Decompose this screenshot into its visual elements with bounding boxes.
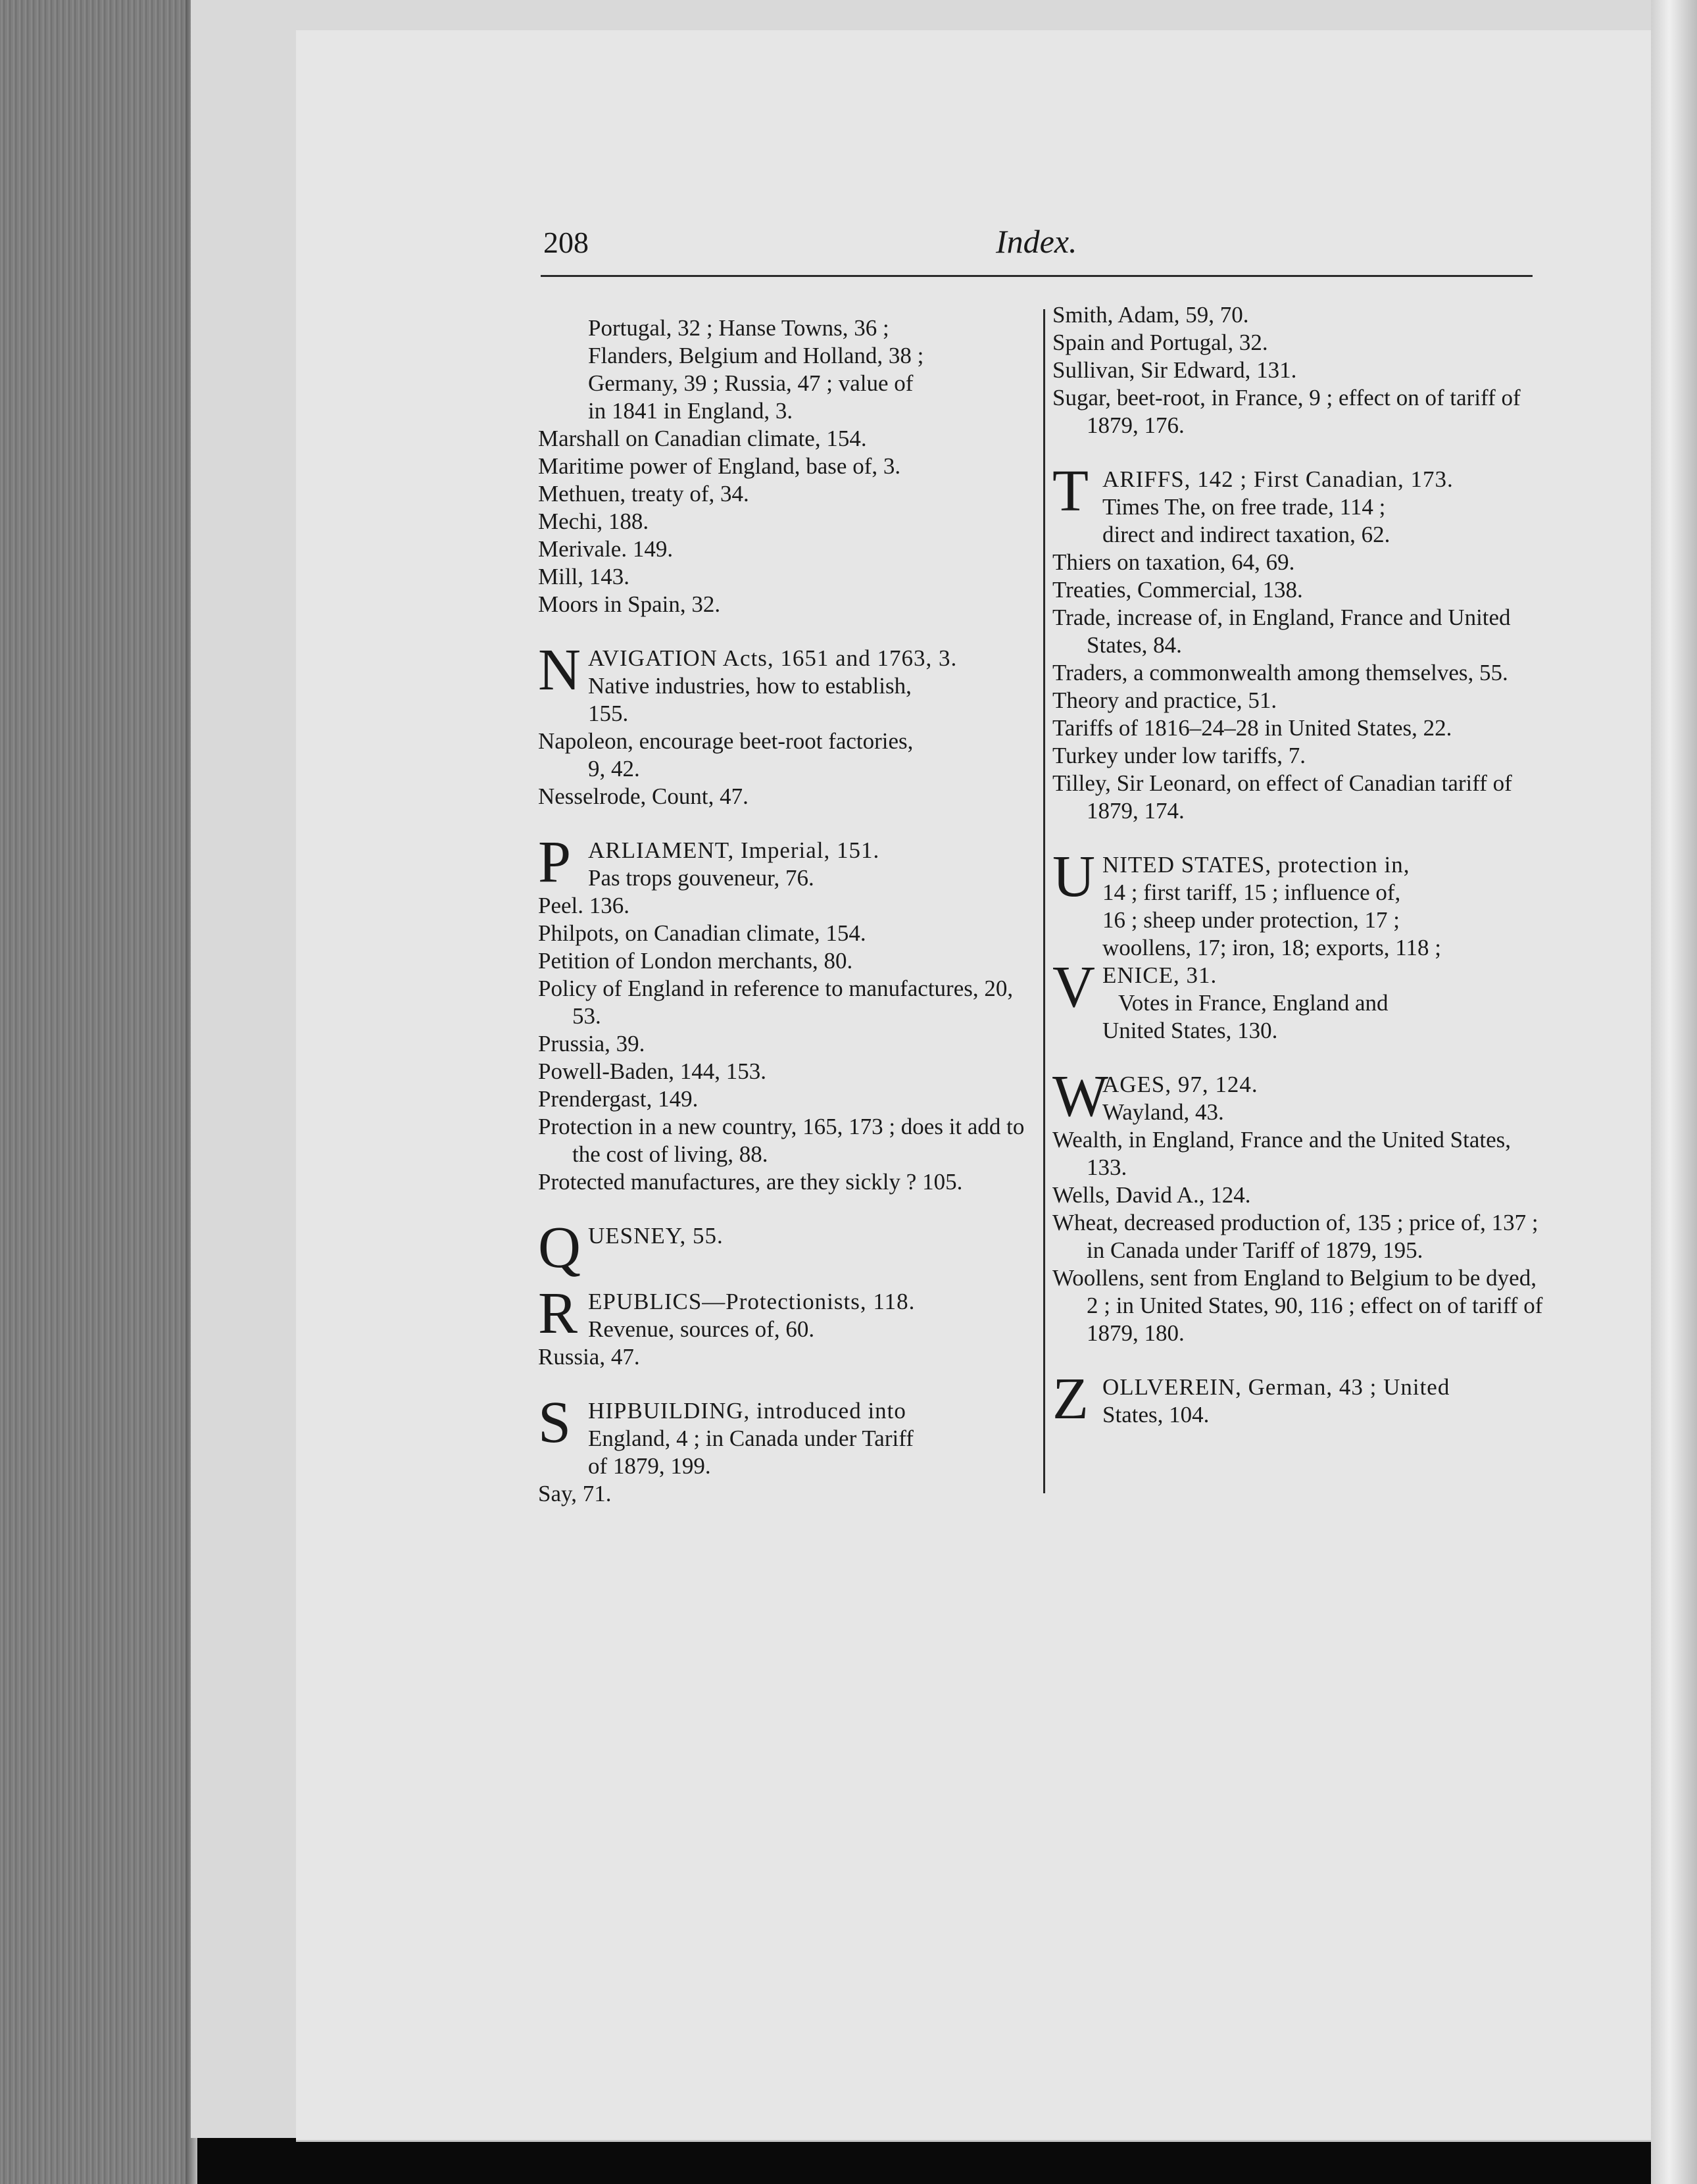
section-p <box>538 830 1028 895</box>
index-entry: Marshall on Canadian climate, 154. <box>538 426 867 451</box>
drop-cap: Z <box>1052 1366 1089 1431</box>
index-entry: Prendergast, 149. <box>538 1086 699 1112</box>
index-entry: Smith, Adam, 59, 70. <box>1052 302 1249 328</box>
index-entry: ARIFFS, 142 ; First Canadian, 173. <box>1102 466 1454 492</box>
page-number: 208 <box>543 226 589 259</box>
index-entry: Protected manufactures, are they sickly ? 105. <box>538 1169 963 1195</box>
index-entry: Petition of London merchants, 80. <box>538 948 853 974</box>
index-entry: Sullivan, Sir Edward, 131. <box>1052 357 1297 383</box>
index-entry: Maritime power of England, base of, 3. <box>538 453 901 479</box>
index-entry: Protection in a new country, 165, 173 ; does it add to the cost of living, 88. <box>538 1114 1025 1167</box>
index-entry: Mill, 143. <box>538 564 630 589</box>
index-entry: Treaties, Commercial, 138. <box>1052 577 1303 603</box>
index-entry: Times The, on free trade, 114 ; <box>1102 494 1386 520</box>
index-entry: AVIGATION Acts, 1651 and 1763, 3. <box>588 645 958 671</box>
index-entry: 16 ; sheep under protection, 17 ; <box>1102 907 1400 933</box>
left-column <box>538 314 1028 1508</box>
index-entry: Moors in Spain, 32. <box>538 591 721 617</box>
index-entry: Philpots, on Canadian climate, 154. <box>538 920 866 946</box>
index-entry: Revenue, sources of, 60. <box>588 1316 815 1342</box>
section-s <box>538 1390 1028 1480</box>
drop-cap: S <box>538 1390 572 1455</box>
index-entry: AGES, 97, 124. <box>1102 1072 1258 1097</box>
index-entry: ARLIAMENT, Imperial, 151. <box>588 837 880 863</box>
index-entry: 9, 42. <box>588 756 640 782</box>
index-entry: Wheat, decreased production of, 135 ; price of, 137 ; in Canada under Tariff of 1879, 195. <box>1052 1210 1538 1263</box>
section-v <box>1052 955 1546 1045</box>
index-entry: Say, 71. <box>538 1481 612 1506</box>
drop-cap: Q <box>538 1215 581 1280</box>
drop-cap: U <box>1052 844 1095 909</box>
drop-cap: W <box>1052 1064 1108 1129</box>
index-entry: Prussia, 39. <box>538 1031 645 1056</box>
right-column <box>1052 301 1546 1429</box>
index-entry: EPUBLICS—Protectionists, 118. <box>588 1289 916 1314</box>
index-entry: Flanders, Belgium and Holland, 38 ; <box>588 343 924 368</box>
index-entry: United States, 130. <box>1102 1018 1278 1043</box>
drop-cap: P <box>538 830 572 895</box>
section-z <box>1052 1366 1546 1431</box>
index-entry: HIPBUILDING, introduced into <box>588 1398 906 1424</box>
section-r <box>538 1281 1028 1346</box>
index-entry: Policy of England in reference to manufactures, 20, 53. <box>538 976 1014 1029</box>
index-entry: Thiers on taxation, 64, 69. <box>1052 549 1295 575</box>
index-entry: Turkey under low tariffs, 7. <box>1052 743 1306 768</box>
index-entry: Nesselrode, Count, 47. <box>538 783 749 809</box>
index-entry: Votes in France, England and <box>1118 990 1389 1016</box>
section-q <box>538 1215 1028 1280</box>
drop-cap: T <box>1052 459 1089 524</box>
section-t <box>1052 459 1546 549</box>
header-rule <box>541 275 1533 277</box>
index-entry: Wells, David A., 124. <box>1052 1182 1251 1208</box>
index-entry: Russia, 47. <box>538 1344 640 1370</box>
drop-cap: N <box>538 637 581 703</box>
index-entry: Methuen, treaty of, 34. <box>538 481 749 507</box>
index-entry: Germany, 39 ; Russia, 47 ; value of <box>588 370 914 396</box>
index-entry: Wayland, 43. <box>1102 1099 1224 1125</box>
drop-cap: V <box>1052 955 1095 1020</box>
index-entry: Wealth, in England, France and the United States, 133. <box>1052 1127 1511 1180</box>
section-u <box>1052 844 1546 962</box>
index-entry: Peel. 136. <box>538 893 630 918</box>
index-entry: direct and indirect taxation, 62. <box>1102 522 1390 547</box>
index-entry: UESNEY, 55. <box>588 1223 724 1249</box>
index-entry: Mechi, 188. <box>538 509 649 534</box>
index-entry: 14 ; first tariff, 15 ; influence of, <box>1102 880 1401 905</box>
index-entry: Powell-Baden, 144, 153. <box>538 1058 767 1084</box>
index-entry: Woollens, sent from England to Belgium to be dyed, 2 ; in United States, 90, 116 ; effect on of tariff of 1879, 180. <box>1052 1265 1543 1346</box>
section-w <box>1052 1064 1546 1129</box>
index-entry: Traders, a commonwealth among themselves, 55. <box>1052 660 1508 685</box>
index-entry: woollens, 17; iron, 18; exports, 118 ; <box>1102 935 1441 960</box>
index-entry: Napoleon, encourage beet-root factories, <box>538 728 914 754</box>
index-entry: Tariffs of 1816–24–28 in United States, 22. <box>1052 715 1452 741</box>
index-entry: of 1879, 199. <box>588 1453 711 1479</box>
index-entry: Pas trops gouveneur, 76. <box>588 865 814 891</box>
index-entry: 155. <box>588 701 629 726</box>
index-entry: Spain and Portugal, 32. <box>1052 330 1268 355</box>
index-entry: States, 104. <box>1102 1402 1210 1427</box>
running-head: Index. <box>996 223 1077 260</box>
index-entry: Tilley, Sir Leonard, on effect of Canadian tariff of 1879, 174. <box>1052 770 1512 824</box>
index-entry: Portugal, 32 ; Hanse Towns, 36 ; <box>588 315 889 341</box>
drop-cap: R <box>538 1281 578 1346</box>
index-entry: Trade, increase of, in England, France and United States, 84. <box>1052 605 1511 658</box>
book-spine <box>0 0 197 2184</box>
index-entry: OLLVEREIN, German, 43 ; United <box>1102 1374 1450 1400</box>
section-n <box>538 637 1028 728</box>
column-divider <box>1043 309 1045 1493</box>
index-entry: NITED STATES, protection in, <box>1102 852 1410 878</box>
index-entry: Sugar, beet-root, in France, 9 ; effect on of tariff of 1879, 176. <box>1052 385 1521 438</box>
index-entry: Merivale. 149. <box>538 536 674 562</box>
page-right-edge <box>1651 0 1697 2184</box>
page-header <box>543 225 1530 278</box>
index-entry: England, 4 ; in Canada under Tariff <box>588 1426 914 1451</box>
index-entry: Theory and practice, 51. <box>1052 687 1277 713</box>
index-entry: Native industries, how to establish, <box>588 673 912 699</box>
index-entry: ENICE, 31. <box>1102 962 1217 988</box>
index-entry: in 1841 in England, 3. <box>588 398 793 424</box>
